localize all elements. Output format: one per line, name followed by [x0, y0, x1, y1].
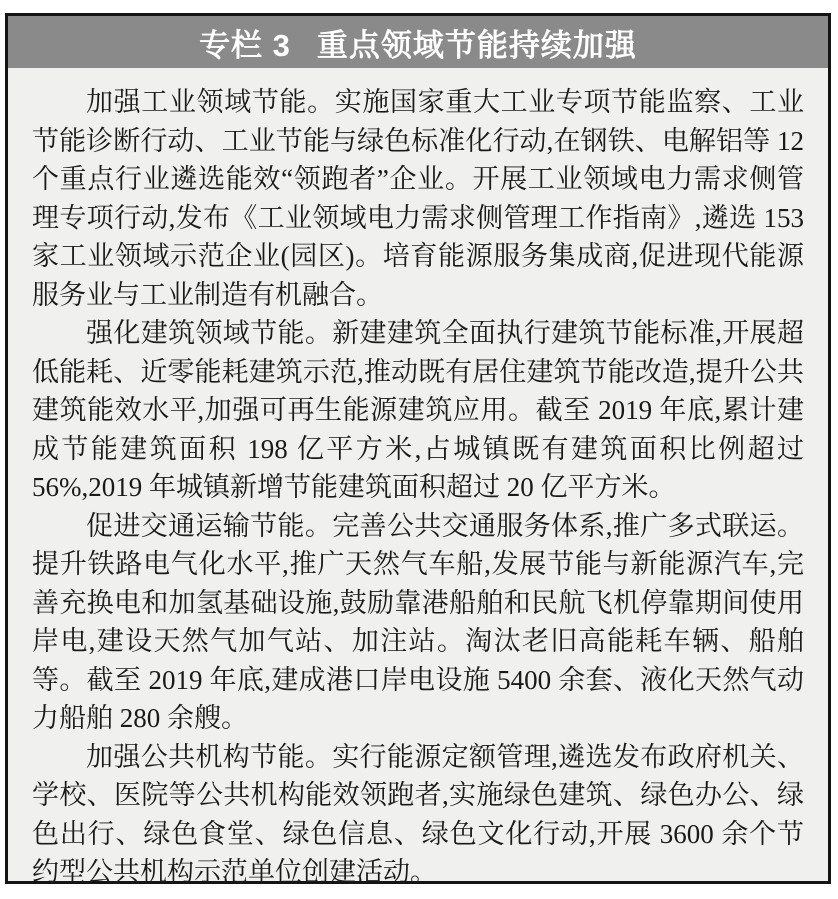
- column-label: 专栏 3: [199, 27, 291, 63]
- paragraph: 加强工业领域节能。实施国家重大工业专项节能监察、工业节能诊断行动、工业节能与绿色标准化行动,在钢铁、电解铝等 12 个重点行业遴选能效“领跑者”企业。开展工业领域电力需求侧管理专项行动,发布《工业领域电力需求侧管理工作指南》,遴选 153 家工业领域示范企业(园区)。培育能源服务集成商,促进现代能源服务业与工业制造有机融合。: [32, 87, 804, 310]
- column-box-header: [8, 16, 828, 68]
- column-box: [5, 13, 831, 887]
- column-title: 重点领域节能持续加强: [316, 27, 637, 63]
- paragraph: 强化建筑领域节能。新建建筑全面执行建筑节能标准,开展超低能耗、近零能耗建筑示范,推动既有居住建筑节能改造,提升公共建筑能效水平,加强可再生能源建筑应用。截至 2019 年底,累计建成节能建筑面积 198 亿平方米,占城镇既有建筑面积比例超过 56%,2019 年城镇新增节能建筑面积超过 20 亿平方米。: [32, 318, 804, 502]
- paragraph: 促进交通运输节能。完善公共交通服务体系,推广多式联运。提升铁路电气化水平,推广天然气车船,发展节能与新能源汽车,完善充换电和加氢基础设施,鼓励靠港船舶和民航飞机停靠期间使用岸电,建设天然气加气站、加注站。淘汰老旧高能耗车辆、船舶等。截至 2019 年底,建成港口岸电设施 5400 余套、液化天然气动力船舶 280 余艘。: [32, 510, 804, 733]
- column-box-body: [8, 68, 828, 892]
- paragraph: 加强公共机构节能。实行能源定额管理,遴选发布政府机关、学校、医院等公共机构能效领跑者,实施绿色建筑、绿色办公、绿色出行、绿色食堂、绿色信息、绿色文化行动,开展 3600 余个节约型公共机构示范单位创建活动。: [32, 741, 804, 887]
